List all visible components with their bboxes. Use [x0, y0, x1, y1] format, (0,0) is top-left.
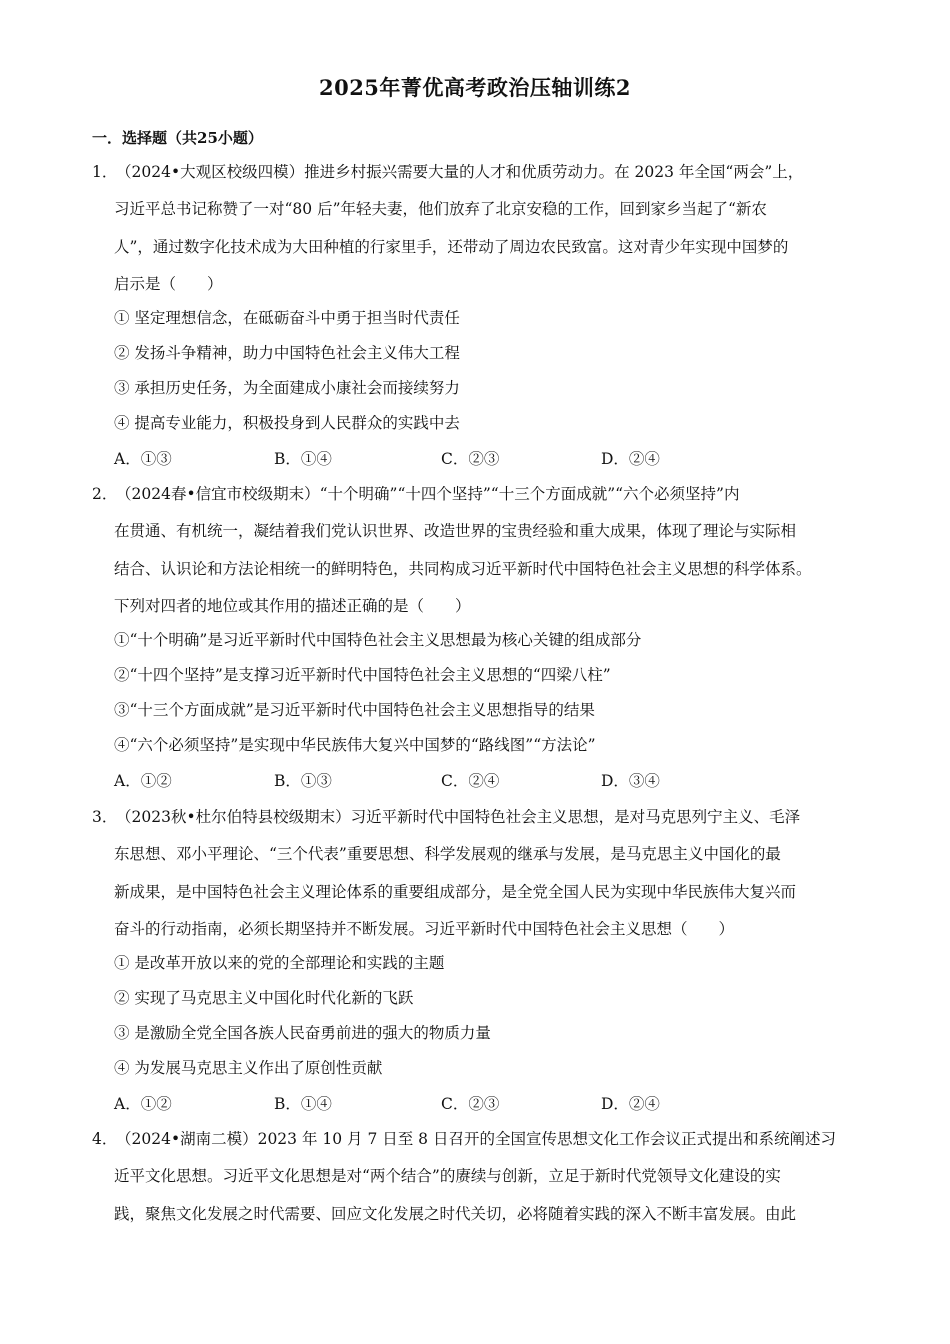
statement-item: ① 是改革开放以来的党的全部理论和实践的主题 — [114, 954, 445, 972]
question-text-line: 启示是（ ） — [114, 275, 223, 293]
option-c: C．②③ — [441, 1095, 500, 1113]
question-text-line: 在贯通、有机统一，凝结着我们党认识世界、改造世界的宝贵经验和重大成果，体现了理论与实际相 — [114, 522, 797, 540]
question-number: 4． — [92, 1130, 118, 1148]
page-title: 2025年菁优高考政治压轴训练2 — [318, 75, 632, 100]
option-b: B．①③ — [274, 772, 332, 790]
statement-item: ② 发扬斗争精神，助力中国特色社会主义伟大工程 — [114, 344, 460, 362]
option-d: D．②④ — [601, 450, 660, 468]
statement-item: ④“六个必须坚持”是实现中华民族伟大复兴中国梦的“路线图”“方法论” — [114, 736, 596, 754]
statement-item: ③ 承担历史任务，为全面建成小康社会而接续努力 — [114, 379, 460, 397]
question-number: 2． — [92, 485, 118, 503]
statement-item: ① 坚定理想信念，在砥砺奋斗中勇于担当时代责任 — [114, 309, 460, 327]
question-text-line: （2024春•信宜市校级期末）“十个明确”“十四个坚持”“十三个方面成就”“六个必须坚持”内 — [116, 485, 740, 503]
question-text-line: 习近平总书记称赞了一对“80 后”年轻夫妻，他们放弃了北京安稳的工作，回到家乡当起了“新农 — [114, 200, 767, 218]
question-text-line: （2024•大观区校级四模）推进乡村振兴需要大量的人才和优质劳动力。在 2023 年全国“两会”上， — [116, 163, 804, 181]
option-a: A．①② — [114, 1095, 172, 1113]
question-text-line: （2024•湖南二模）2023 年 10 月 7 日至 8 日召开的全国宣传思想文化工作会议正式提出和系统阐述习 — [116, 1130, 836, 1148]
question-text-line: 新成果，是中国特色社会主义理论体系的重要组成部分，是全党全国人民为实现中华民族伟大复兴而 — [114, 883, 797, 901]
statement-item: ②“十四个坚持”是支撑习近平新时代中国特色社会主义思想的“四梁八柱” — [114, 666, 611, 684]
statement-item: ③ 是激励全党全国各族人民奋勇前进的强大的物质力量 — [114, 1024, 491, 1042]
option-b: B．①④ — [274, 450, 332, 468]
question-text-line: 奋斗的行动指南，必须长期坚持并不断发展。习近平新时代中国特色社会主义思想（ ） — [114, 920, 735, 938]
option-a: A．①③ — [114, 450, 172, 468]
question-number: 3． — [92, 808, 118, 826]
option-a: A．①② — [114, 772, 172, 790]
statement-item: ③“十三个方面成就”是习近平新时代中国特色社会主义思想指导的结果 — [114, 701, 595, 719]
question-text-line: 东思想、邓小平理论、“三个代表”重要思想、科学发展观的继承与发展，是马克思主义中国化的最 — [114, 845, 781, 863]
question-text-line: 近平文化思想。习近平文化思想是对“两个结合”的赓续与创新，立足于新时代党领导文化建设的实 — [114, 1167, 781, 1185]
question-text-line: 践，聚焦文化发展之时代需要、回应文化发展之时代关切，必将随着实践的深入不断丰富发展。由此 — [114, 1205, 797, 1223]
option-d: D．③④ — [601, 772, 660, 790]
question-number: 1． — [92, 163, 118, 181]
statement-item: ①“十个明确”是习近平新时代中国特色社会主义思想最为核心关键的组成部分 — [114, 631, 642, 649]
section-heading: 一．选择题（共25小题） — [92, 129, 263, 147]
option-d: D．②④ — [601, 1095, 660, 1113]
statement-item: ④ 为发展马克思主义作出了原创性贡献 — [114, 1059, 383, 1077]
statement-item: ② 实现了马克思主义中国化时代化新的飞跃 — [114, 989, 414, 1007]
statement-item: ④ 提高专业能力，积极投身到人民群众的实践中去 — [114, 414, 460, 432]
option-b: B．①④ — [274, 1095, 332, 1113]
question-text-line: 下列对四者的地位或其作用的描述正确的是（ ） — [114, 597, 471, 615]
question-text-line: 人”，通过数字化技术成为大田种植的行家里手，还带动了周边农民致富。这对青少年实现中国梦的 — [114, 238, 789, 256]
question-text-line: 结合、认识论和方法论相统一的鲜明特色，共同构成习近平新时代中国特色社会主义思想的科学体系。 — [114, 560, 812, 578]
option-c: C．②④ — [441, 772, 500, 790]
question-text-line: （2023秋•杜尔伯特县校级期末）习近平新时代中国特色社会主义思想，是对马克思列宁主义、毛泽 — [116, 808, 801, 826]
option-c: C．②③ — [441, 450, 500, 468]
